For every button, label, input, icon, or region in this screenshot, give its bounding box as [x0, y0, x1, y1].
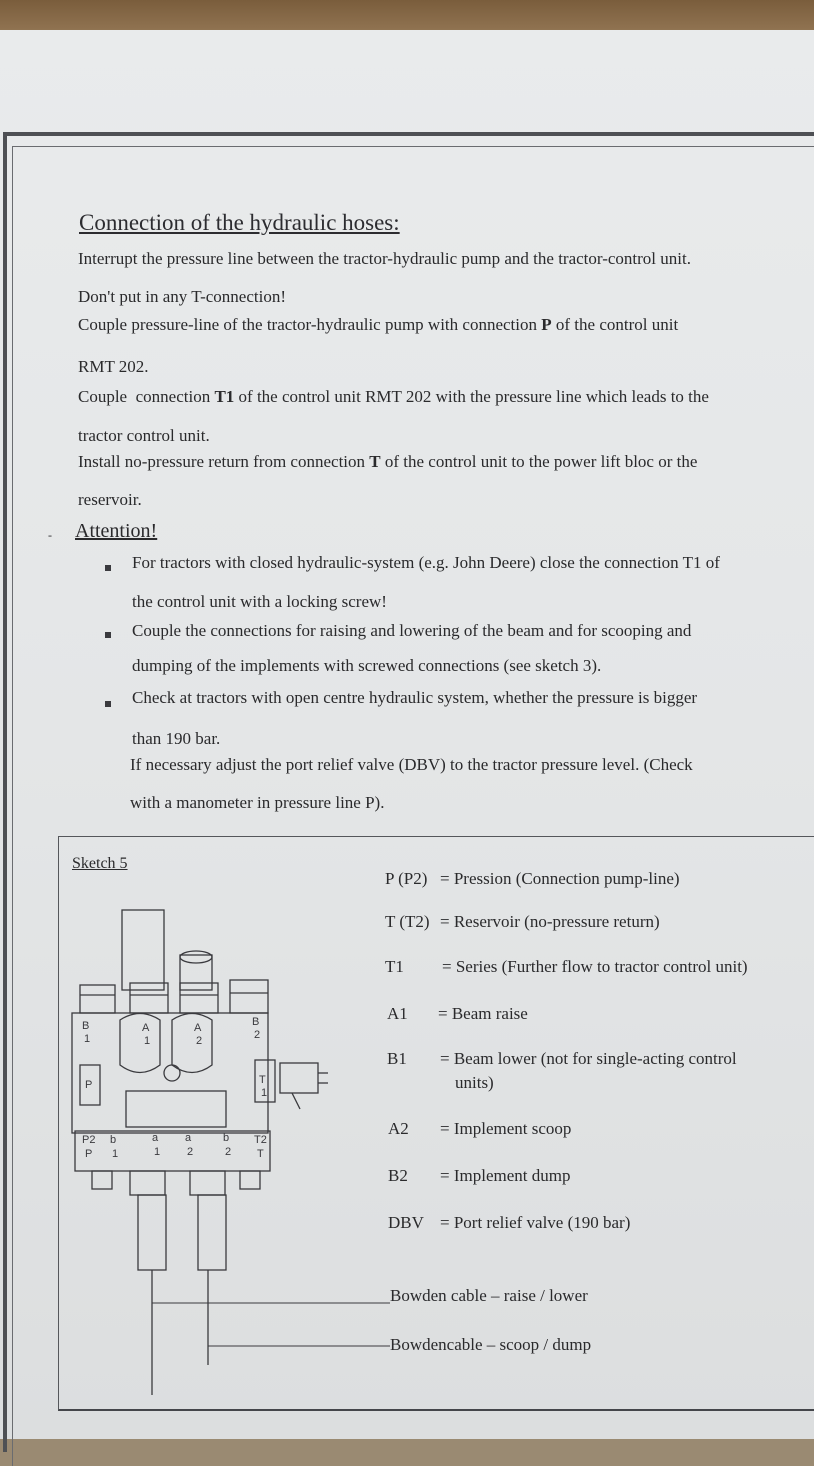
- fitting: [80, 985, 115, 1013]
- port-label: 2: [196, 1035, 203, 1047]
- legend-desc: = Pression (Connection pump-line): [440, 869, 680, 888]
- legend-code: T (T2): [385, 912, 430, 931]
- sketch-label: Sketch 5: [72, 855, 128, 872]
- legend-desc-cont: units): [455, 1073, 494, 1092]
- note-line: If necessary adjust the port relief valve (DBV) to the tractor pressure level. (Check: [130, 755, 693, 774]
- fitting: [130, 983, 168, 1013]
- spool-chamber: [120, 1014, 160, 1073]
- instruction-text: of the control unit: [555, 315, 679, 334]
- instruction-line: [78, 452, 697, 472]
- bullet-line: Couple the connections for raising and lowering of the beam and for scooping and: [132, 621, 692, 640]
- margin-mark: -: [48, 528, 52, 542]
- cable-sleeve: [138, 1195, 166, 1270]
- instruction-text: Couple connection: [78, 387, 211, 406]
- port-label: T2: [254, 1134, 267, 1146]
- port-label: b: [110, 1134, 117, 1146]
- center-bolt-icon: [164, 1065, 180, 1081]
- instruction-line: [78, 315, 678, 335]
- lever-housing-left: [122, 910, 164, 990]
- bullet-line: For tractors with closed hydraulic-system (e.g. John Deere) close the connection T1 of: [132, 553, 720, 572]
- instruction-line: reservoir.: [78, 490, 142, 509]
- port-label: 1: [112, 1148, 119, 1160]
- attention-title: Attention!: [75, 520, 158, 542]
- bullet-icon: [105, 701, 111, 707]
- cable-label: Bowden cable – raise / lower: [390, 1286, 588, 1305]
- instruction-line: Interrupt the pressure line between the tractor-hydraulic pump and the tractor-control unit.: [78, 249, 691, 268]
- instruction-text: Couple pressure-line of the tractor-hydraulic pump with connection: [78, 315, 537, 334]
- spool-chamber: [172, 1014, 212, 1073]
- port-label: B: [82, 1020, 90, 1032]
- port-label: b: [223, 1132, 230, 1144]
- instruction-line: [78, 387, 709, 407]
- legend-code: T1: [385, 957, 404, 976]
- port-label: 2: [225, 1146, 232, 1158]
- port-label: A: [194, 1022, 202, 1034]
- port-label: P: [85, 1079, 93, 1091]
- section-heading: Connection of the hydraulic hoses:: [79, 210, 400, 235]
- legend-desc: = Beam raise: [438, 1004, 528, 1023]
- port-label: 1: [84, 1033, 91, 1045]
- lower-manifold: [75, 1131, 270, 1171]
- fitting: [240, 1171, 260, 1189]
- port-label: 1: [144, 1035, 151, 1047]
- fitting: [230, 980, 268, 1013]
- legend-code: P (P2): [385, 869, 428, 888]
- note-line: with a manometer in pressure line P).: [130, 793, 385, 812]
- instruction-text: of the control unit to the power lift bloc or the: [384, 452, 698, 471]
- legend-desc: = Series (Further flow to tractor control unit): [442, 957, 748, 976]
- port-label: 2: [187, 1146, 194, 1158]
- bullet-icon: [105, 565, 111, 571]
- legend-desc: = Beam lower (not for single-acting control: [440, 1049, 737, 1068]
- legend-code: A1: [387, 1004, 408, 1023]
- port-label: T: [259, 1074, 266, 1086]
- port-label: P: [85, 1148, 93, 1160]
- legend-desc: = Implement scoop: [440, 1119, 572, 1138]
- center-block: [126, 1091, 226, 1127]
- port-label: 2: [254, 1029, 261, 1041]
- port-label: A: [142, 1022, 150, 1034]
- valve-drawing: [60, 895, 400, 1405]
- bullet-line: the control unit with a locking screw!: [132, 592, 387, 611]
- legend-code: B2: [388, 1166, 408, 1185]
- fitting: [92, 1171, 112, 1189]
- legend-code: B1: [387, 1049, 407, 1068]
- port-label: T: [257, 1148, 264, 1160]
- legend-code: A2: [388, 1119, 409, 1138]
- connection-code: T: [369, 452, 381, 471]
- port-label: a: [152, 1132, 159, 1144]
- port-label: 1: [261, 1087, 268, 1099]
- bullet-line: than 190 bar.: [132, 729, 221, 748]
- instruction-line: tractor control unit.: [78, 426, 210, 445]
- instruction-text: of the control unit RMT 202 with the pressure line which leads to the: [238, 387, 709, 406]
- legend-code: DBV: [388, 1213, 424, 1232]
- bullet-line: Check at tractors with open centre hydraulic system, whether the pressure is bigger: [132, 688, 698, 707]
- port-label: B: [252, 1016, 260, 1028]
- port-label: P2: [82, 1134, 96, 1146]
- relief-valve-icon: [280, 1063, 318, 1093]
- bullet-icon: [105, 632, 111, 638]
- connection-code: T1: [214, 387, 235, 406]
- port-label: 1: [154, 1146, 161, 1158]
- lever-housing-right: [180, 955, 212, 990]
- instruction-text: Install no-pressure return from connection: [78, 452, 366, 471]
- bullet-line: dumping of the implements with screwed connections (see sketch 3).: [132, 656, 602, 675]
- port-label: a: [185, 1132, 192, 1144]
- instruction-line: Don't put in any T-connection!: [78, 287, 286, 306]
- connection-code: P: [541, 315, 552, 334]
- legend-desc: = Implement dump: [440, 1166, 571, 1185]
- valve-body: [72, 1013, 268, 1133]
- legend-desc: = Port relief valve (190 bar): [440, 1213, 631, 1232]
- fitting: [130, 1171, 165, 1195]
- cable-sleeve: [198, 1195, 226, 1270]
- lever-cap: [180, 951, 212, 963]
- fitting: [190, 1171, 225, 1195]
- instruction-line: RMT 202.: [78, 357, 149, 376]
- legend-desc: = Reservoir (no-pressure return): [440, 912, 660, 931]
- cable-label: Bowdencable – scoop / dump: [390, 1335, 592, 1354]
